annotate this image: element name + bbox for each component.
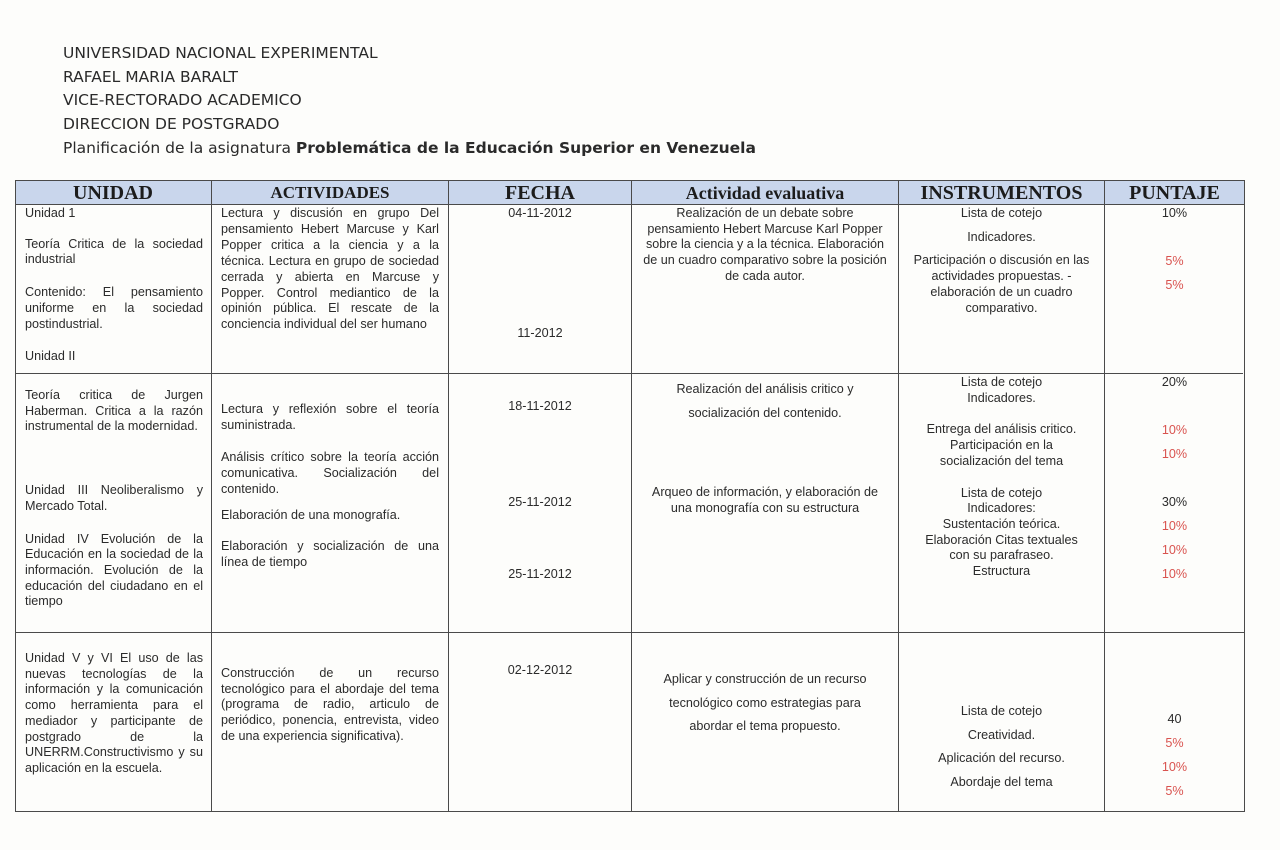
unit-title: Unidad II (25, 349, 76, 364)
row2-puntaje-5: 10% (1161, 519, 1188, 533)
row2-puntaje-2: 10% (1161, 423, 1188, 437)
row3-instrumentos: Lista de cotejo Creatividad. Aplicación del recurso. Abordaje del tema (938, 704, 1065, 790)
row3-puntaje-4: 5% (1165, 784, 1184, 798)
row2-puntaje-4: 30% (1161, 495, 1188, 509)
row2-unidad (25, 388, 203, 610)
row3-puntaje-2: 5% (1165, 736, 1184, 750)
col-actividades: ACTIVIDADES (270, 183, 390, 202)
unit-content: Contenido: El pensamiento uniforme en la sociedad postindustrial. (25, 285, 203, 331)
activity-item: Elaboración y socialización de una línea de tiempo (221, 539, 439, 569)
row1-actividad-evaluativa: Realización de un debate sobre pensamiento Hebert Marcuse Karl Popper sobre la ciencia y a la técnica. Elaboración de un cuadro comparativo sobre la posición de cada autor. (643, 206, 887, 283)
col-actividad-evaluativa: Actividad evaluativa (685, 183, 845, 203)
row2-puntaje-6: 10% (1161, 543, 1188, 557)
row2-puntaje-7: 10% (1161, 567, 1188, 581)
row2-instrumentos: Lista de cotejo Indicadores. Entrega del análisis critico. Participación en la socialización del tema Lista de cotejo Indicadores: Sustentación teórica. Elaboración Citas textuales con su parafraseo. Estructura (925, 375, 1078, 579)
row1-puntaje-3: 5% (1165, 278, 1184, 292)
col-fecha: FECHA (505, 182, 575, 204)
planning-title: Planificación de la asignatura Problemática de la Educación Superior en Venezuela (63, 138, 756, 157)
row1-actividades: Lectura y discusión en grupo Del pensamiento Hebert Marcuse y Karl Popper critica a la ciencia y a la técnica. Lectura en grupo de sociedad cerrada y abierta en Marcuse y Popper. Control mediantico de la opinión pública. El rescate de la conciencia individual del ser humano (221, 206, 439, 332)
row1-fecha-2: 11-2012 (517, 326, 563, 340)
unit-topic: Unidad IV Evolución de la Educación en la sociedad de la información. Evolución de la educación del ciudadano en el tiempo (25, 531, 203, 609)
row3-actividades: Construcción de un recurso tecnológico para el abordaje del tema (programa de radio, articulo de periódico, ponencia, entrevista, video de una experiencia significativa). (221, 666, 439, 743)
row1-puntaje-1: 10% (1161, 206, 1188, 220)
activity-item: Elaboración de una monografía. (221, 507, 401, 522)
row2-actividad-evaluativa: Realización del análisis critico y socialización del contenido. Arqueo de información, y elaboración de una monografía con su estructura (651, 382, 879, 516)
row2-fecha-2: 25-11-2012 (508, 495, 572, 509)
activity-item: Lectura y reflexión sobre el teoría suministrada. (221, 402, 439, 432)
row3-actividad-evaluativa: Aplicar y construcción de un recurso tecnológico como estrategias para abordar el tema propuesto. (663, 672, 867, 734)
row3-puntaje-3: 10% (1161, 760, 1188, 774)
row3-unidad: Unidad V y VI El uso de las nuevas tecnologías de la información y la comunicación como herramienta para el mediador y participante de postgrado de la UNERRM.Constructivismo y su aplicación en la escuela. (25, 651, 203, 775)
university-name-2: RAFAEL MARIA BARALT (63, 67, 238, 86)
activity-item: Análisis crítico sobre la teoría acción comunicativa. Socialización del contenido. (221, 450, 439, 496)
university-name: UNIVERSIDAD NACIONAL EXPERIMENTAL (63, 44, 378, 62)
row2-puntaje-1: 20% (1161, 375, 1188, 389)
row1-unidad (25, 206, 203, 365)
row1-instrumentos: Lista de cotejo Indicadores. Participación o discusión en las actividades propuestas. -elaboración de un cuadro comparativo. (913, 206, 1090, 315)
unit-topic: Teoría critica de Jurgen Haberman. Critica a la razón instrumental de la modernidad. (25, 388, 203, 434)
unit-topic: Unidad III Neoliberalismo y Mercado Total. (25, 483, 203, 513)
row1-puntaje-2: 5% (1165, 254, 1184, 268)
col-puntaje: PUNTAJE (1129, 182, 1220, 204)
col-unidad: UNIDAD (73, 182, 153, 204)
row2-fecha-3: 25-11-2012 (508, 567, 572, 581)
subject-name: Problemática de la Educación Superior en Venezuela (295, 138, 756, 157)
unit-topic: Teoría Critica de la sociedad industrial (25, 236, 203, 267)
direccion: DIRECCION DE POSTGRADO (63, 115, 280, 134)
row3-puntaje-1: 40 (1167, 712, 1182, 726)
row1-fecha-1: 04-11-2012 (508, 206, 572, 220)
vice-rectorado: VICE-RECTORADO ACADEMICO (63, 91, 302, 110)
row2-fecha-1: 18-11-2012 (508, 399, 572, 413)
col-instrumentos: INSTRUMENTOS (920, 182, 1083, 204)
row2-actividades (221, 402, 439, 571)
row2-puntaje-3: 10% (1161, 447, 1188, 461)
unit-title: Unidad 1 (25, 206, 76, 220)
row3-fecha: 02-12-2012 (507, 663, 573, 677)
